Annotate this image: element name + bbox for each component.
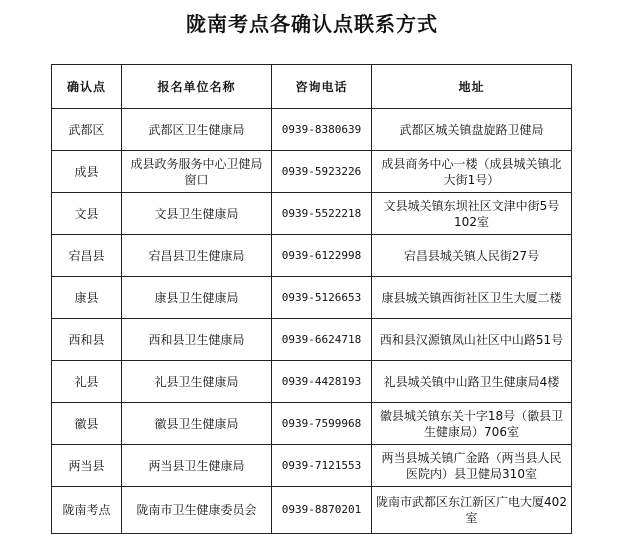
- cell-confirm-point: 成县: [52, 151, 122, 193]
- cell-address: 武都区城关镇盘旋路卫健局: [372, 109, 572, 151]
- cell-confirm-point: 宕昌县: [52, 235, 122, 277]
- cell-phone: 0939-5522218: [272, 193, 372, 235]
- cell-address: 康县城关镇西街社区卫生大厦二楼: [372, 277, 572, 319]
- cell-confirm-point: 礼县: [52, 361, 122, 403]
- cell-phone: 0939-7599968: [272, 403, 372, 445]
- cell-address: 两当县城关镇广金路（两当县人民医院内）县卫健局310室: [372, 445, 572, 487]
- cell-unit-name: 陇南市卫生健康委员会: [122, 487, 272, 534]
- cell-confirm-point: 两当县: [52, 445, 122, 487]
- cell-confirm-point: 陇南考点: [52, 487, 122, 534]
- cell-unit-name: 康县卫生健康局: [122, 277, 272, 319]
- cell-address: 礼县城关镇中山路卫生健康局4楼: [372, 361, 572, 403]
- header-confirm-point: 确认点: [52, 65, 122, 109]
- cell-phone: 0939-6122998: [272, 235, 372, 277]
- table-row: [52, 361, 572, 403]
- table-row: [52, 193, 572, 235]
- cell-unit-name: 文县卫生健康局: [122, 193, 272, 235]
- cell-confirm-point: 文县: [52, 193, 122, 235]
- table-row: [52, 487, 572, 534]
- cell-unit-name: 徽县卫生健康局: [122, 403, 272, 445]
- contact-table: [51, 64, 572, 534]
- cell-address: 西和县汉源镇凤山社区中山路51号: [372, 319, 572, 361]
- cell-unit-name: 武都区卫生健康局: [122, 109, 272, 151]
- cell-unit-name: 成县政务服务中心卫健局窗口: [122, 151, 272, 193]
- cell-phone: 0939-6624718: [272, 319, 372, 361]
- cell-address: 宕昌县城关镇人民街27号: [372, 235, 572, 277]
- cell-confirm-point: 康县: [52, 277, 122, 319]
- header-phone: 咨询电话: [272, 65, 372, 109]
- table-row: [52, 445, 572, 487]
- page-title: 陇南考点各确认点联系方式: [186, 12, 438, 36]
- cell-address: 陇南市武都区东江新区广电大厦402室: [372, 487, 572, 534]
- table-row: [52, 109, 572, 151]
- cell-phone: 0939-4428193: [272, 361, 372, 403]
- cell-unit-name: 西和县卫生健康局: [122, 319, 272, 361]
- cell-phone: 0939-8870201: [272, 487, 372, 534]
- cell-phone: 0939-5923226: [272, 151, 372, 193]
- cell-address: 成县商务中心一楼（成县城关镇北大街1号）: [372, 151, 572, 193]
- table-row: [52, 319, 572, 361]
- cell-unit-name: 宕昌县卫生健康局: [122, 235, 272, 277]
- cell-confirm-point: 徽县: [52, 403, 122, 445]
- header-address: 地址: [372, 65, 572, 109]
- cell-unit-name: 礼县卫生健康局: [122, 361, 272, 403]
- cell-confirm-point: 武都区: [52, 109, 122, 151]
- cell-phone: 0939-7121553: [272, 445, 372, 487]
- cell-phone: 0939-5126653: [272, 277, 372, 319]
- table-row: [52, 151, 572, 193]
- table-row: [52, 277, 572, 319]
- cell-phone: 0939-8380639: [272, 109, 372, 151]
- cell-address: 徽县城关镇东关十字18号（徽县卫生健康局）706室: [372, 403, 572, 445]
- header-unit-name: 报名单位名称: [122, 65, 272, 109]
- table-row: [52, 403, 572, 445]
- table-header-row: [52, 65, 572, 109]
- table-row: [52, 235, 572, 277]
- cell-address: 文县城关镇东坝社区文津中街5号102室: [372, 193, 572, 235]
- cell-unit-name: 两当县卫生健康局: [122, 445, 272, 487]
- cell-confirm-point: 西和县: [52, 319, 122, 361]
